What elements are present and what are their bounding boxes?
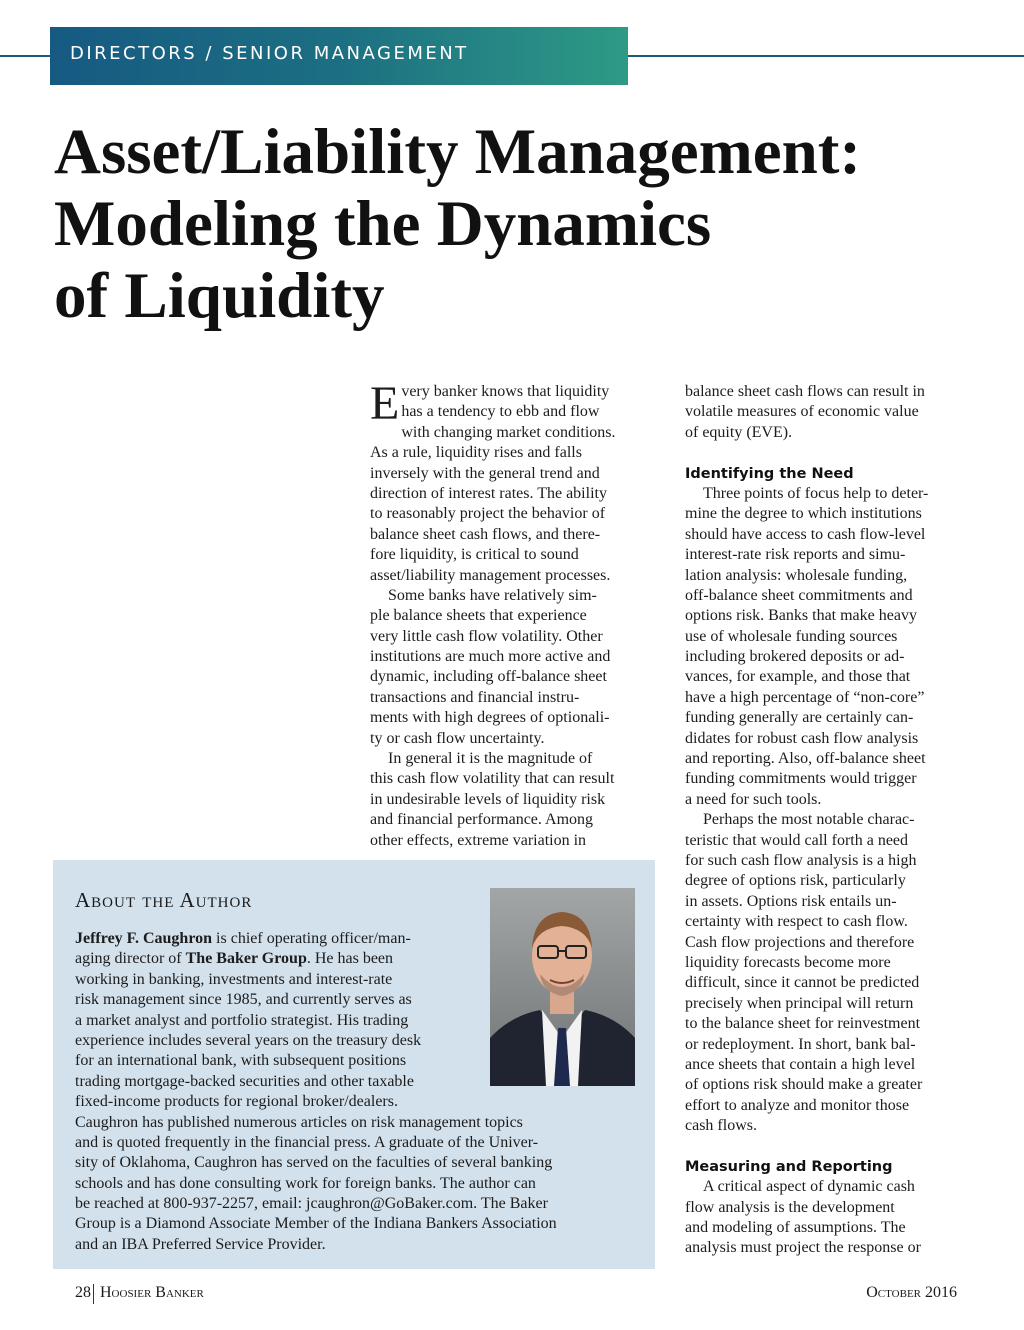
text-line: have a high percentage of “non-core” xyxy=(685,688,925,706)
title-line: Modeling the Dynamics xyxy=(54,188,712,260)
bio-text: Caughron has published numerous articles on risk management topics xyxy=(75,1113,523,1131)
text-line: Three points of focus help to deter- xyxy=(703,484,929,502)
text-line: other effects, extreme variation in xyxy=(370,831,587,849)
paragraph-gap xyxy=(685,1136,969,1156)
bio-line xyxy=(75,1051,645,1071)
bio-line xyxy=(75,1113,645,1133)
text-line: very little cash flow volatility. Other xyxy=(370,627,603,645)
text-line: As a rule, liquidity rises and falls xyxy=(370,444,582,462)
paragraph-gap xyxy=(685,443,969,463)
text-line: analysis must project the response or xyxy=(685,1239,921,1257)
text-line: institutions are much more active and xyxy=(370,648,611,666)
text-line: liquidity forecasts become more xyxy=(685,953,891,971)
text-line: ty or cash flow uncertainty. xyxy=(370,729,545,747)
text-line: funding generally are certainly can- xyxy=(685,709,914,727)
text-line: lation analysis: wholesale funding, xyxy=(685,566,908,584)
bio-text: risk management since 1985, and currently serves as xyxy=(75,991,412,1009)
bio-text: fixed-income products for regional broker/dealers. xyxy=(75,1093,398,1111)
bio-emphasis: Jeffrey F. Caughron xyxy=(75,930,213,947)
bio-text: . He has been xyxy=(306,950,394,968)
bio-line xyxy=(75,970,645,990)
bio-line xyxy=(75,929,645,949)
publication-name: Hoosier Banker xyxy=(100,1284,204,1301)
text-line: of options risk should make a greater xyxy=(685,1076,923,1094)
text-line: degree of options risk, particularly xyxy=(685,872,906,890)
bio-text: Group is a Diamond Associate Member of the Indiana Bankers Association xyxy=(75,1215,557,1233)
text-line: balance sheet cash flows can result in xyxy=(685,383,925,400)
title-line: Asset/Liability Management: xyxy=(54,116,862,188)
text-line: off-balance sheet commitments and xyxy=(685,586,913,604)
issue-date: October 2016 xyxy=(866,1284,957,1301)
text-line: Cash flow projections and therefore xyxy=(685,933,915,951)
bio-line xyxy=(75,949,645,969)
text-line: and reporting. Also, off-balance sheet xyxy=(685,750,926,768)
text-line: didates for robust cash flow analysis xyxy=(685,729,919,747)
text-line: mine the degree to which institutions xyxy=(685,505,922,523)
section-banner xyxy=(50,27,628,85)
text-line: very banker knows that liquidity xyxy=(401,383,610,400)
bio-text: be reached at 800-937-2257, email: jcaughron@GoBaker.com. The Baker xyxy=(75,1195,548,1213)
text-line: In general it is the magnitude of xyxy=(388,750,593,768)
bio-line xyxy=(75,1235,645,1255)
text-line: with changing market conditions. xyxy=(401,423,616,441)
text-line: certainty with respect to cash flow. xyxy=(685,913,908,931)
article-column-1 xyxy=(370,377,660,851)
text-line: Some banks have relatively sim- xyxy=(388,586,597,604)
bio-text: aging director of xyxy=(75,950,186,968)
text-line: to reasonably project the behavior of xyxy=(370,505,606,523)
text-line: asset/liability management processes. xyxy=(370,566,611,584)
bio-line xyxy=(75,1174,645,1194)
bio-text: sity of Oklahoma, Caughron has served on the faculties of several banking xyxy=(75,1154,553,1172)
bio-text: working in banking, investments and interest-rate xyxy=(75,970,393,988)
text-line: should have access to cash flow-level xyxy=(685,525,926,543)
text-line: fore liquidity, is critical to sound xyxy=(370,546,579,564)
section-label: DIRECTORS / SENIOR MANAGEMENT xyxy=(70,43,469,64)
title-line: of Liquidity xyxy=(54,260,385,332)
bio-line xyxy=(75,990,645,1010)
bio-line xyxy=(75,1072,645,1092)
text-line: cash flows. xyxy=(685,1117,757,1135)
text-line: to the balance sheet for reinvestment xyxy=(685,1015,921,1033)
bio-line xyxy=(75,1133,645,1153)
text-line: this cash flow volatility that can result xyxy=(370,770,615,788)
text-line: direction of interest rates. The ability xyxy=(370,484,607,502)
text-line: ments with high degrees of optionali- xyxy=(370,709,610,727)
bio-line xyxy=(75,1011,645,1031)
text-line: dynamic, including off-balance sheet xyxy=(370,668,607,686)
bio-text: experience includes several years on the treasury desk xyxy=(75,1031,422,1049)
text-line: transactions and financial instru- xyxy=(370,688,580,706)
text-line: a need for such tools. xyxy=(685,790,822,808)
text-line: flow analysis is the development xyxy=(685,1198,895,1216)
bio-line xyxy=(75,1092,645,1112)
drop-cap: E xyxy=(370,377,400,430)
text-line: volatile measures of economic value xyxy=(685,403,919,421)
bio-line xyxy=(75,1214,645,1234)
bio-emphasis: The Baker Group xyxy=(185,950,307,968)
bio-text: for an international bank, with subsequent positions xyxy=(75,1052,407,1070)
text-line: including brokered deposits or ad- xyxy=(685,648,905,666)
bio-line xyxy=(75,1153,645,1173)
text-line: has a tendency to ebb and flow xyxy=(401,403,600,421)
text-line: ance sheets that contain a high level xyxy=(685,1055,916,1073)
text-line: and modeling of assumptions. The xyxy=(685,1219,906,1237)
text-line: teristic that would call forth a need xyxy=(685,831,909,849)
text-line: options risk. Banks that make heavy xyxy=(685,607,917,625)
section-subheading: Identifying the Need xyxy=(685,465,854,482)
text-line: interest-rate risk reports and simu- xyxy=(685,546,906,564)
text-line: in undesirable levels of liquidity risk xyxy=(370,790,606,808)
bio-line xyxy=(75,1031,645,1051)
text-line: vances, for example, and those that xyxy=(685,668,911,686)
text-line: for such cash flow analysis is a high xyxy=(685,851,917,869)
bio-text: and is quoted frequently in the financial press. A graduate of the Univer- xyxy=(75,1133,539,1151)
text-line: A critical aspect of dynamic cash xyxy=(703,1178,915,1196)
text-line: and financial performance. Among xyxy=(370,811,594,829)
page-number: 28 xyxy=(75,1284,91,1301)
about-author-box xyxy=(53,860,655,1269)
text-line: Perhaps the most notable charac- xyxy=(703,811,915,829)
section-subheading: Measuring and Reporting xyxy=(685,1158,893,1175)
bio-line xyxy=(75,1194,645,1214)
text-line: use of wholesale funding sources xyxy=(685,627,898,645)
article-title xyxy=(54,116,954,332)
text-line: ple balance sheets that experience xyxy=(370,607,587,625)
text-line: funding commitments would trigger xyxy=(685,770,917,788)
page-footer xyxy=(75,1284,957,1306)
bio-text: a market analyst and portfolio strategist. His trading xyxy=(75,1011,409,1029)
text-line: precisely when principal will return xyxy=(685,994,914,1012)
article-column-2 xyxy=(685,382,969,1259)
author-bio xyxy=(75,929,645,1255)
text-line: of equity (EVE). xyxy=(685,423,793,441)
text-line: effort to analyze and monitor those xyxy=(685,1096,910,1114)
text-line: difficult, since it cannot be predicted xyxy=(685,974,920,992)
bio-text: schools and has done consulting work for foreign banks. The author can xyxy=(75,1174,536,1192)
bio-text: is chief operating officer/man- xyxy=(212,930,411,947)
bio-text: and an IBA Preferred Service Provider. xyxy=(75,1235,326,1253)
text-line: or redeployment. In short, bank bal- xyxy=(685,1035,916,1053)
footer-divider xyxy=(93,1284,94,1304)
text-line: inversely with the general trend and xyxy=(370,464,600,482)
text-line: balance sheet cash flows, and there- xyxy=(370,525,601,543)
bio-text: trading mortgage-backed securities and other taxable xyxy=(75,1072,414,1090)
text-line: in assets. Options risk entails un- xyxy=(685,892,897,910)
author-heading: About the Author xyxy=(75,888,253,912)
